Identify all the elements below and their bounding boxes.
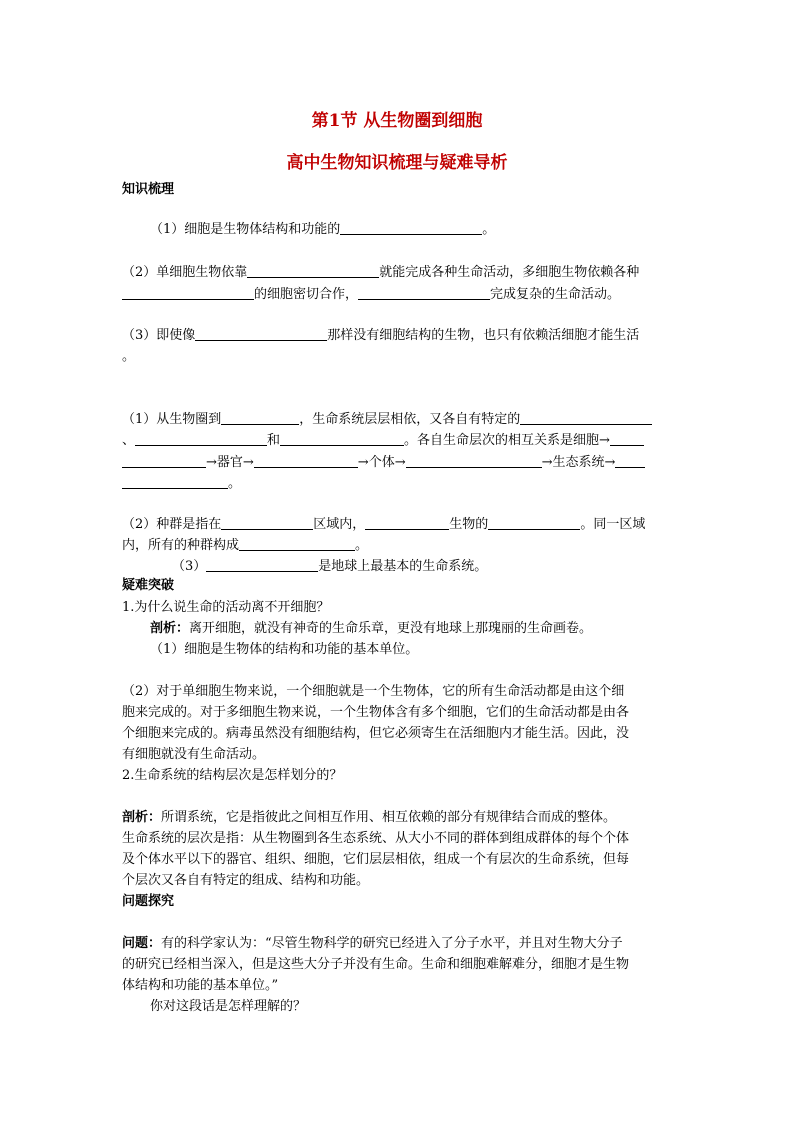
answer-blank[interactable] [221,515,313,530]
answer-blank[interactable] [520,410,652,425]
levels-question-1-line3: →器官→ →个体→ →生态系统→ [122,453,645,473]
levels-question-1-line4: 。 [122,474,241,494]
answer-blank[interactable] [254,453,358,468]
review-question-1: （1）细胞是生物体结构和功能的 。 [150,222,496,237]
answer-blank[interactable] [247,263,379,278]
page-title: 第1节 从生物圈到细胞 [311,111,483,131]
difficult-answer-1-para2-line3: 个细胞来完成的。病毒虽然没有细胞结构，但它必须寄生在活细胞内才能生活。因此，没 [122,726,630,741]
review-question-3-line1: （3）即使像 那样没有细胞结构的生物，也只有依赖活细胞才能生活 [122,328,640,343]
answer-blank[interactable] [122,285,254,300]
answer-blank[interactable] [280,431,404,446]
levels-question-2-line1: （2）种群是指在 区域内， 生物的 。同一区域 [122,517,646,532]
answer-blank[interactable] [615,453,645,468]
answer-blank[interactable] [221,410,299,425]
review-question-2-line1: （2）单细胞生物依靠 就能完成各种生命活动，多细胞生物依赖各种 [122,265,640,280]
difficult-answer-2-line1: 剖析：所谓系统，它是指彼此之间相互作用、相互依赖的部分有规律结合而成的整体。 [122,810,617,825]
levels-question-1-line1: （1）从生物圈到 ，生命系统层层相依，又各自有特定的 [122,410,652,430]
difficult-question-1: 1.为什么说生命的活动离不开细胞？ [122,600,330,615]
difficult-answer-1-para2-line1: （2）对于单细胞生物来说，一个细胞就是一个生物体，它的所有生命活动都是由这个细 [122,684,625,699]
difficult-answer-1-para2-line4: 有细胞就没有生命活动。 [122,747,266,762]
answer-blank[interactable] [610,431,644,446]
answer-blank[interactable] [135,431,267,446]
answer-blank[interactable] [122,453,206,468]
page-subtitle: 高中生物知识梳理与疑难导析 [286,153,508,173]
answer-blank[interactable] [195,326,327,341]
answer-blank[interactable] [206,557,318,572]
answer-blank[interactable] [122,474,228,489]
levels-question-3: （3） 是地球上最基本的生命系统。 [172,559,488,574]
answer-blank[interactable] [406,453,542,468]
answer-blank[interactable] [239,536,355,551]
section-heading-review: 知识梳理 [122,182,175,197]
difficult-answer-2-line2: 生命系统的层次是指：从生物圈到各生态系统、从大小不同的群体到组成群体的每个个体 [122,831,630,846]
explore-question-line1: 问题：有的科学家认为：“尽管生物科学的研究已经进入了分子水平，并且对生物大分子 [122,936,623,951]
difficult-answer-2-line4: 个层次又各自有特定的组成、结构和功能。 [122,873,370,888]
review-question-3-line2: 。 [122,349,136,364]
answer-blank[interactable] [488,515,580,530]
review-question-2-line2: 的细胞密切合作， 完成复杂的生命活动。 [122,285,620,305]
explore-question-line4: 你对这段话是怎样理解的？ [150,999,307,1014]
difficult-question-2: 2.生命系统的结构层次是怎样划分的？ [122,768,343,783]
answer-blank[interactable] [340,220,482,235]
difficult-answer-1-line2: （1）细胞是生物体的结构和功能的基本单位。 [150,642,419,657]
difficult-answer-1-line1: 剖析：离开细胞，就没有神奇的生命乐章，更没有地球上那瑰丽的生命画卷。 [150,621,593,636]
difficult-answer-1-para2-line2: 胞来完成的。对于多细胞生物来说，一个生物体含有多个细胞，它们的生命活动都是由各 [122,705,630,720]
section-heading-explore: 问题探究 [122,894,175,909]
levels-question-2-line2: 内，所有的种群构成 。 [122,538,369,553]
explore-question-line2: 的研究已经相当深入，但是这些大分子并没有生命。生命和细胞难解难分，细胞才是生物 [122,957,630,972]
answer-blank[interactable] [358,285,490,300]
section-heading-difficult: 疑难突破 [122,578,175,593]
levels-question-1-line2: 、 和 。各自生命层次的相互关系是细胞→ [122,431,644,451]
answer-blank[interactable] [365,515,449,530]
difficult-answer-2-line3: 及个体水平以下的器官、组织、细胞，它们层层相依，组成一个有层次的生命系统，但每 [122,852,630,867]
explore-question-line3: 体结构和功能的基本单位。” [122,978,279,993]
